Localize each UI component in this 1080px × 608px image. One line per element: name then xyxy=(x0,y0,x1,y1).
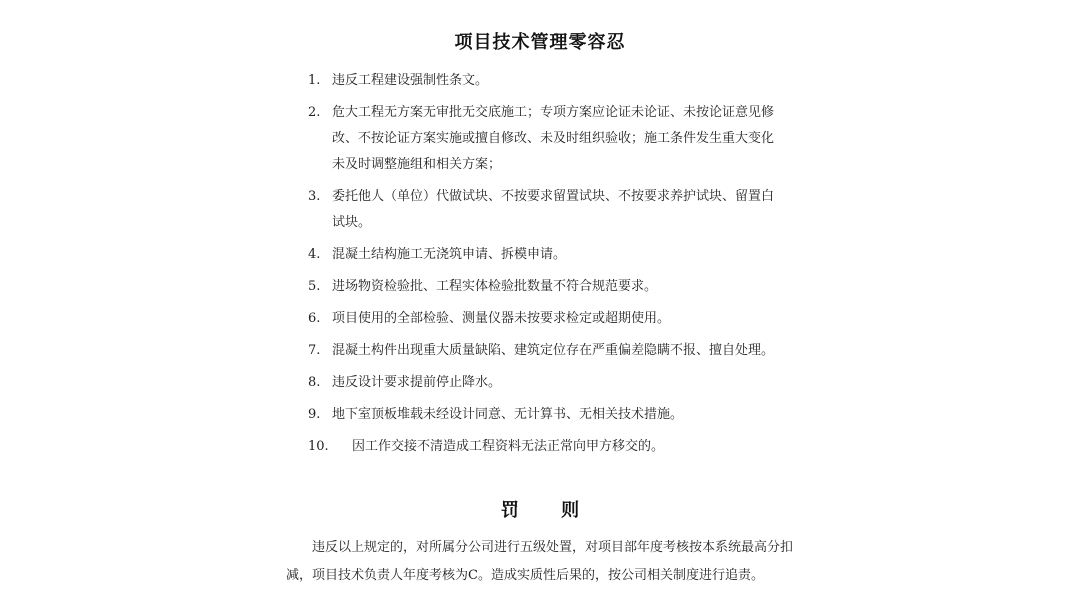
item-number: 9. xyxy=(308,407,321,422)
rule-list xyxy=(308,68,780,466)
item-text: 因工作交接不清造成工程资料无法正常向甲方移交的。 xyxy=(352,439,665,454)
item-number: 1. xyxy=(308,73,321,88)
list-item xyxy=(308,242,780,268)
list-item xyxy=(308,370,780,396)
item-text: 地下室顶板堆载未经设计同意、无计算书、无相关技术措施。 xyxy=(332,407,684,422)
item-text: 进场物资检验批、工程实体检验批数量不符合规范要求。 xyxy=(332,279,658,294)
item-number: 5. xyxy=(308,279,321,294)
list-item xyxy=(308,274,780,300)
item-text: 混凝土结构施工无浇筑申请、拆模申请。 xyxy=(332,247,567,262)
list-item xyxy=(308,434,780,460)
list-item xyxy=(308,184,780,236)
item-number: 6. xyxy=(308,311,321,326)
item-text: 项目使用的全部检验、测量仪器未按要求检定或超期使用。 xyxy=(332,311,671,326)
item-text: 危大工程无方案无审批无交底施工；专项方案应论证未论证、未按论证意见修改、不按论证方案实施或擅自修改、未及时组织验收；施工条件发生重大变化未及时调整施组和相关方案； xyxy=(332,105,775,172)
list-item xyxy=(308,68,780,94)
list-item xyxy=(308,100,780,178)
item-number: 7. xyxy=(308,343,321,358)
list-item xyxy=(308,306,780,332)
item-text: 违反设计要求提前停止降水。 xyxy=(332,375,502,390)
list-item xyxy=(308,402,780,428)
item-number: 8. xyxy=(308,375,321,390)
penalty-paragraph: 违反以上规定的，对所属分公司进行五级处置，对项目部年度考核按本系统最高分扣减，项目技术负责人年度考核为C。造成实质性后果的，按公司相关制度进行追责。 xyxy=(286,540,794,583)
item-number: 4. xyxy=(308,247,321,262)
item-number: 2. xyxy=(308,105,321,120)
item-text: 违反工程建设强制性条文。 xyxy=(332,73,489,88)
penalty-title: 罚 则 xyxy=(500,500,598,521)
list-item xyxy=(308,338,780,364)
item-text: 委托他人（单位）代做试块、不按要求留置试块、不按要求养护试块、留置白试块。 xyxy=(332,189,775,230)
document-title: 项目技术管理零容忍 xyxy=(454,32,626,53)
item-text: 混凝土构件出现重大质量缺陷、建筑定位存在严重偏差隐瞒不报、擅自处理。 xyxy=(332,343,775,358)
item-number: 3. xyxy=(308,189,321,204)
item-number: 10. xyxy=(308,439,329,454)
